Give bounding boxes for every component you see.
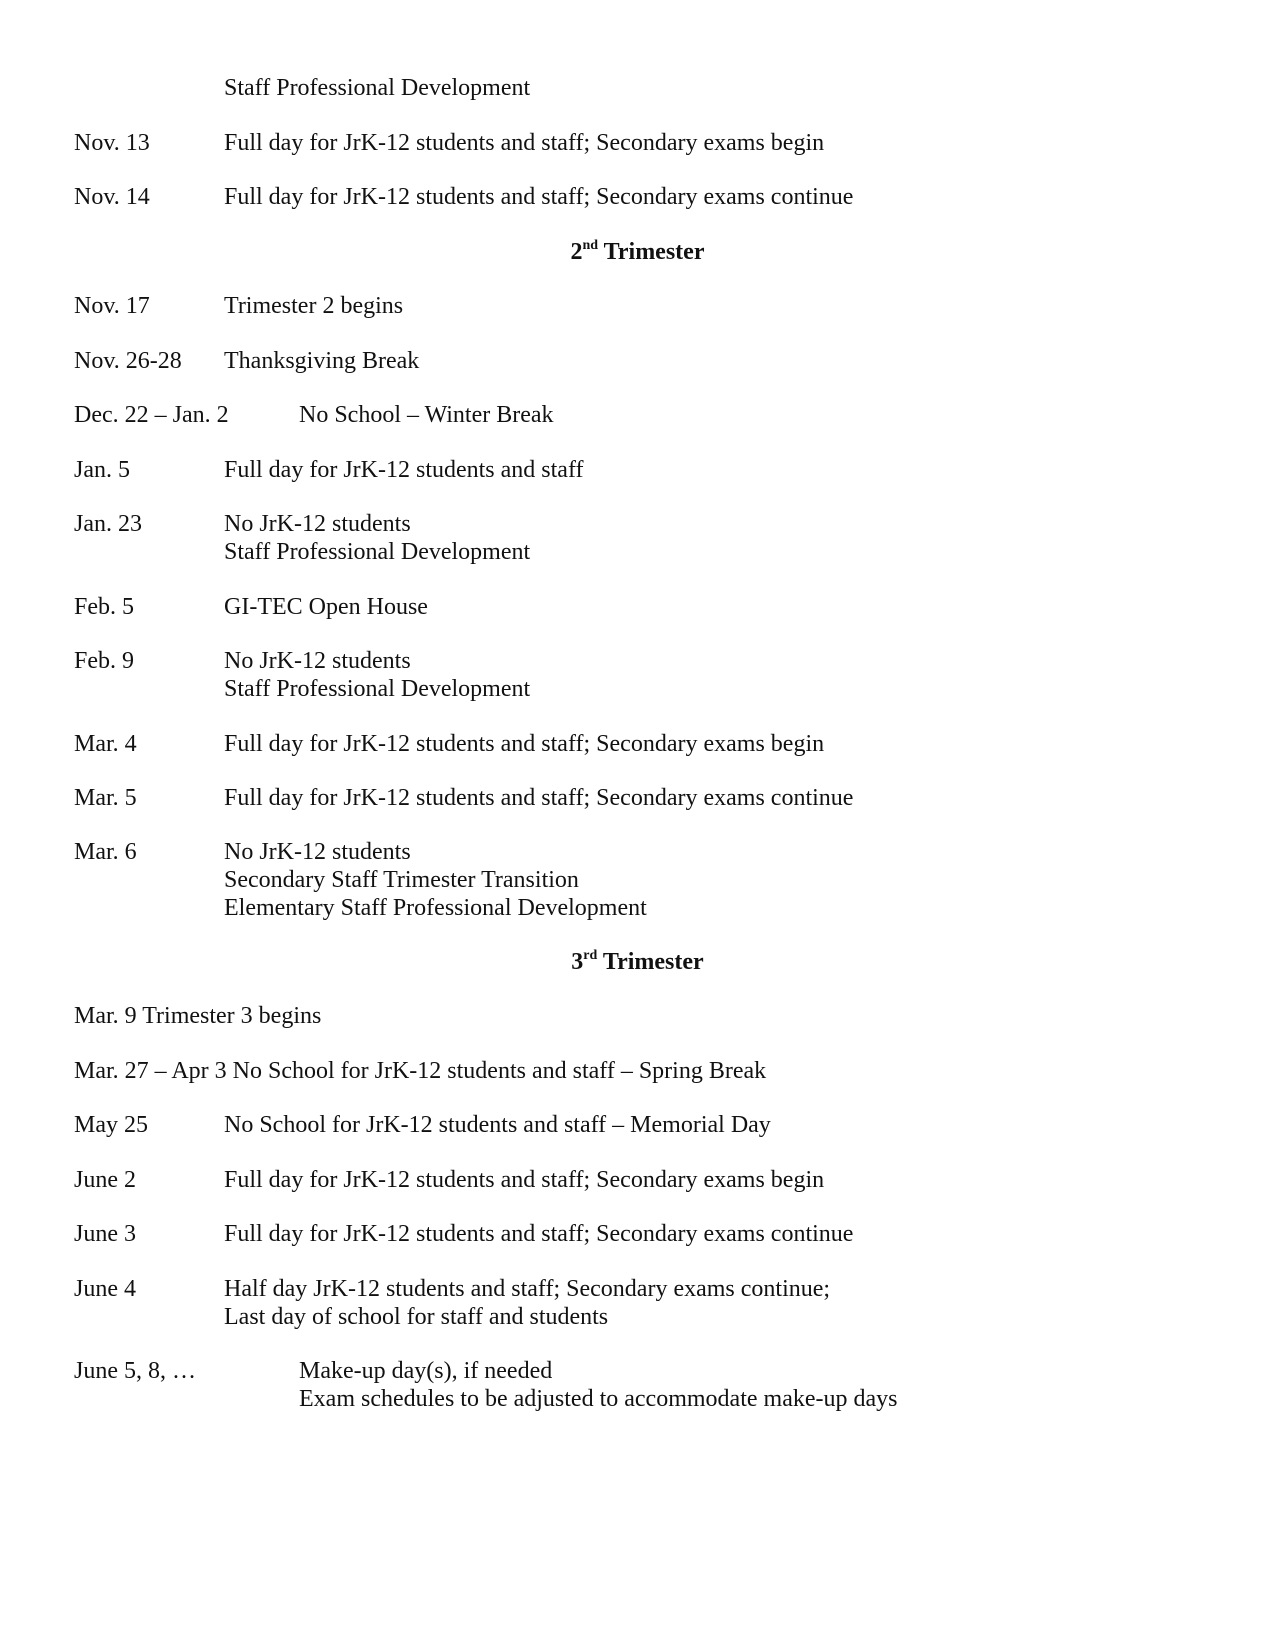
entry-description: Staff Professional Development bbox=[224, 539, 531, 565]
entry-description: No School – Winter Break bbox=[299, 402, 554, 428]
entry-description: Staff Professional Development bbox=[224, 676, 531, 702]
entry-date: Dec. 22 – Jan. 2 bbox=[74, 402, 229, 428]
trimester-heading bbox=[0, 948, 1275, 980]
calendar-entry-inline: Mar. 9 Trimester 3 begins bbox=[74, 1003, 322, 1029]
entry-description: Last day of school for staff and students bbox=[224, 1304, 609, 1330]
entry-date: June 5, 8, … bbox=[74, 1358, 196, 1384]
entry-description: Full day for JrK-12 students and staff bbox=[224, 457, 584, 483]
entry-description: Full day for JrK-12 students and staff; Secondary exams continue bbox=[224, 184, 854, 210]
trimester-heading bbox=[0, 238, 1275, 270]
heading-text: Trimester bbox=[597, 949, 704, 975]
entry-description: No JrK-12 students bbox=[224, 839, 411, 865]
entry-description: Full day for JrK-12 students and staff; Secondary exams continue bbox=[224, 785, 854, 811]
entry-description: Trimester 2 begins bbox=[224, 293, 404, 319]
entry-date: May 25 bbox=[74, 1112, 148, 1138]
entry-description: Elementary Staff Professional Development bbox=[224, 895, 647, 921]
heading-text: Trimester bbox=[598, 239, 705, 265]
entry-date: June 3 bbox=[74, 1221, 136, 1247]
heading-ordinal-suffix: nd bbox=[582, 238, 599, 253]
entry-description: Full day for JrK-12 students and staff; Secondary exams begin bbox=[224, 130, 825, 156]
entry-date: Mar. 6 bbox=[74, 839, 137, 865]
entry-date: Nov. 26-28 bbox=[74, 348, 182, 374]
entry-description: No JrK-12 students bbox=[224, 511, 411, 537]
entry-date: Feb. 5 bbox=[74, 594, 134, 620]
entry-date: Feb. 9 bbox=[74, 648, 134, 674]
entry-date: Nov. 13 bbox=[74, 130, 150, 156]
entry-date: Mar. 5 bbox=[74, 785, 137, 811]
entry-date: Nov. 17 bbox=[74, 293, 150, 319]
entry-description: No School for JrK-12 students and staff – Memorial Day bbox=[224, 1112, 771, 1138]
entry-description: Full day for JrK-12 students and staff; Secondary exams begin bbox=[224, 731, 825, 757]
entry-date: June 2 bbox=[74, 1167, 136, 1193]
heading-number: 2 bbox=[570, 239, 583, 265]
entry-date: June 4 bbox=[74, 1276, 136, 1302]
entry-description: Full day for JrK-12 students and staff; Secondary exams continue bbox=[224, 1221, 854, 1247]
entry-description: Staff Professional Development bbox=[224, 75, 531, 101]
heading-number: 3 bbox=[571, 949, 584, 975]
entry-description: Thanksgiving Break bbox=[224, 348, 420, 374]
entry-description: Make-up day(s), if needed bbox=[299, 1358, 553, 1384]
entry-description: Exam schedules to be adjusted to accommodate make-up days bbox=[299, 1386, 898, 1412]
entry-date: Jan. 5 bbox=[74, 457, 130, 483]
entry-date: Mar. 4 bbox=[74, 731, 137, 757]
entry-description: Secondary Staff Trimester Transition bbox=[224, 867, 579, 893]
entry-description: Half day JrK-12 students and staff; Secondary exams continue; bbox=[224, 1276, 831, 1302]
entry-date: Jan. 23 bbox=[74, 511, 142, 537]
entry-date: Nov. 14 bbox=[74, 184, 150, 210]
entry-description: Full day for JrK-12 students and staff; Secondary exams begin bbox=[224, 1167, 825, 1193]
calendar-entry-inline: Mar. 27 – Apr 3 No School for JrK-12 students and staff – Spring Break bbox=[74, 1058, 767, 1084]
entry-description: No JrK-12 students bbox=[224, 648, 411, 674]
entry-description: GI-TEC Open House bbox=[224, 594, 428, 620]
heading-ordinal-suffix: rd bbox=[583, 948, 598, 963]
